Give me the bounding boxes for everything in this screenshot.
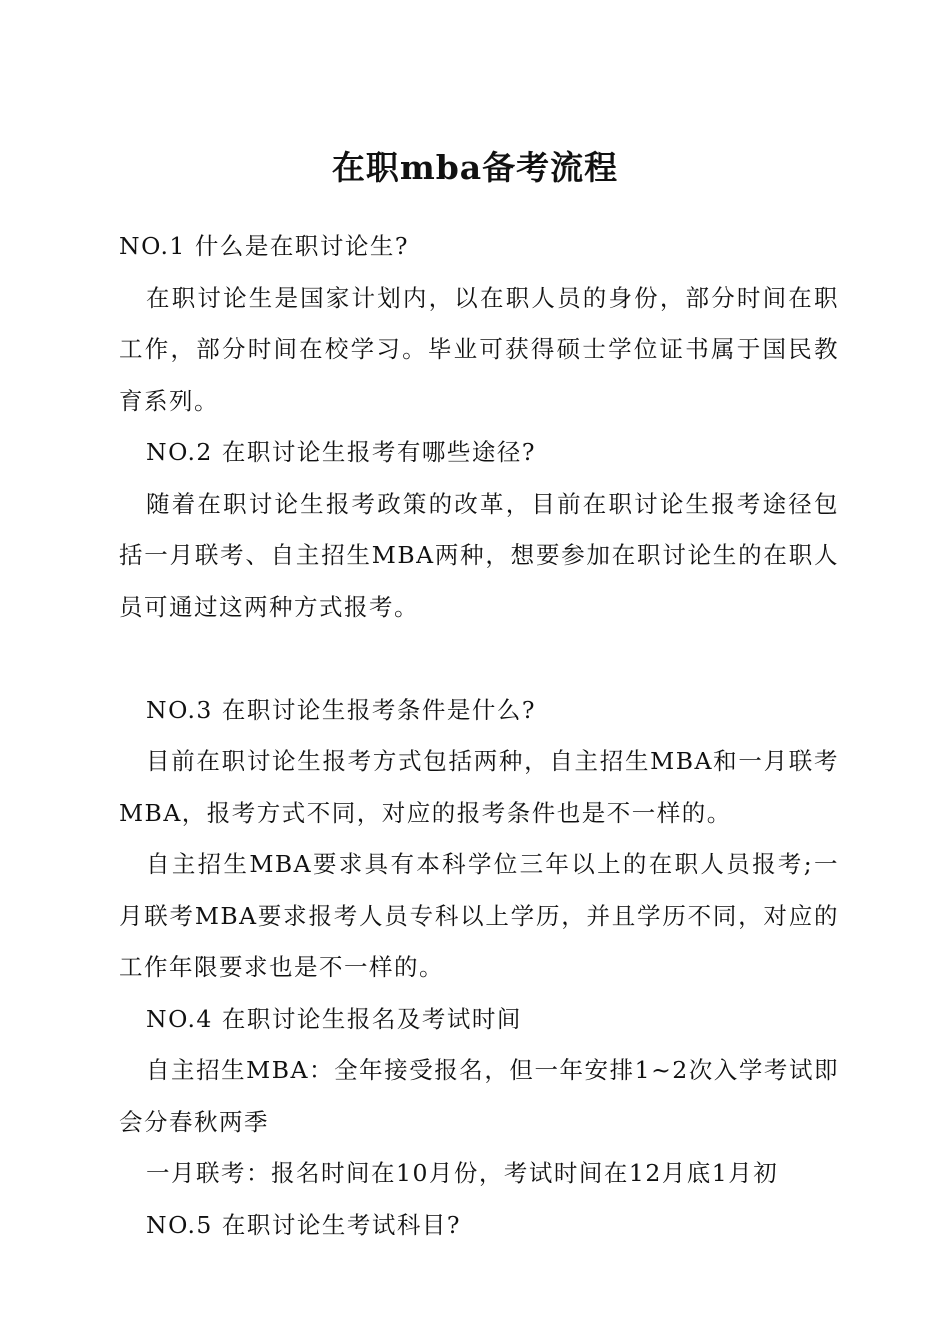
section-heading-no5: NO.5 在职讨论生考试科目? xyxy=(146,1210,461,1239)
blank-line xyxy=(119,633,839,685)
paragraph-definition: 在职讨论生是国家计划内，以在职人员的身份，部分时间在职工作，部分时间在校学习。毕业可获得硕士学位证书属于国民教育系列。 xyxy=(119,283,839,415)
paragraph-application-methods: 目前在职讨论生报考方式包括两种，自主招生MBA和一月联考MBA，报考方式不同，对应的报考条件也是不一样的。 xyxy=(119,747,839,827)
paragraph-january-exam-schedule: 一月联考：报名时间在10月份，考试时间在12月底1月初 xyxy=(146,1159,779,1187)
section-heading-no3: NO.3 在职讨论生报考条件是什么? xyxy=(146,695,536,724)
document-title: 在职mba备考流程 xyxy=(331,148,619,187)
section-heading-no1: NO.1 什么是在职讨论生? xyxy=(119,232,409,260)
section-heading-no4: NO.4 在职讨论生报名及考试时间 xyxy=(146,1004,522,1033)
paragraph-requirements: 自主招生MBA要求具有本科学位三年以上的在职人员报考;一月联考MBA要求报考人员专科以上学历，并且学历不同，对应的工作年限要求也是不一样的。 xyxy=(119,850,839,981)
paragraph-application-routes: 随着在职讨论生报考政策的改革，目前在职讨论生报考途径包括一月联考、自主招生MBA两种，想要参加在职讨论生的在职人员可通过这两种方式报考。 xyxy=(119,489,839,621)
paragraph-self-enrollment-schedule: 自主招生MBA：全年接受报名，但一年安排1~2次入学考试即会分春秋两季 xyxy=(119,1056,839,1136)
section-heading-no2: NO.2 在职讨论生报考有哪些途径? xyxy=(146,438,536,466)
document-body xyxy=(119,221,839,1251)
